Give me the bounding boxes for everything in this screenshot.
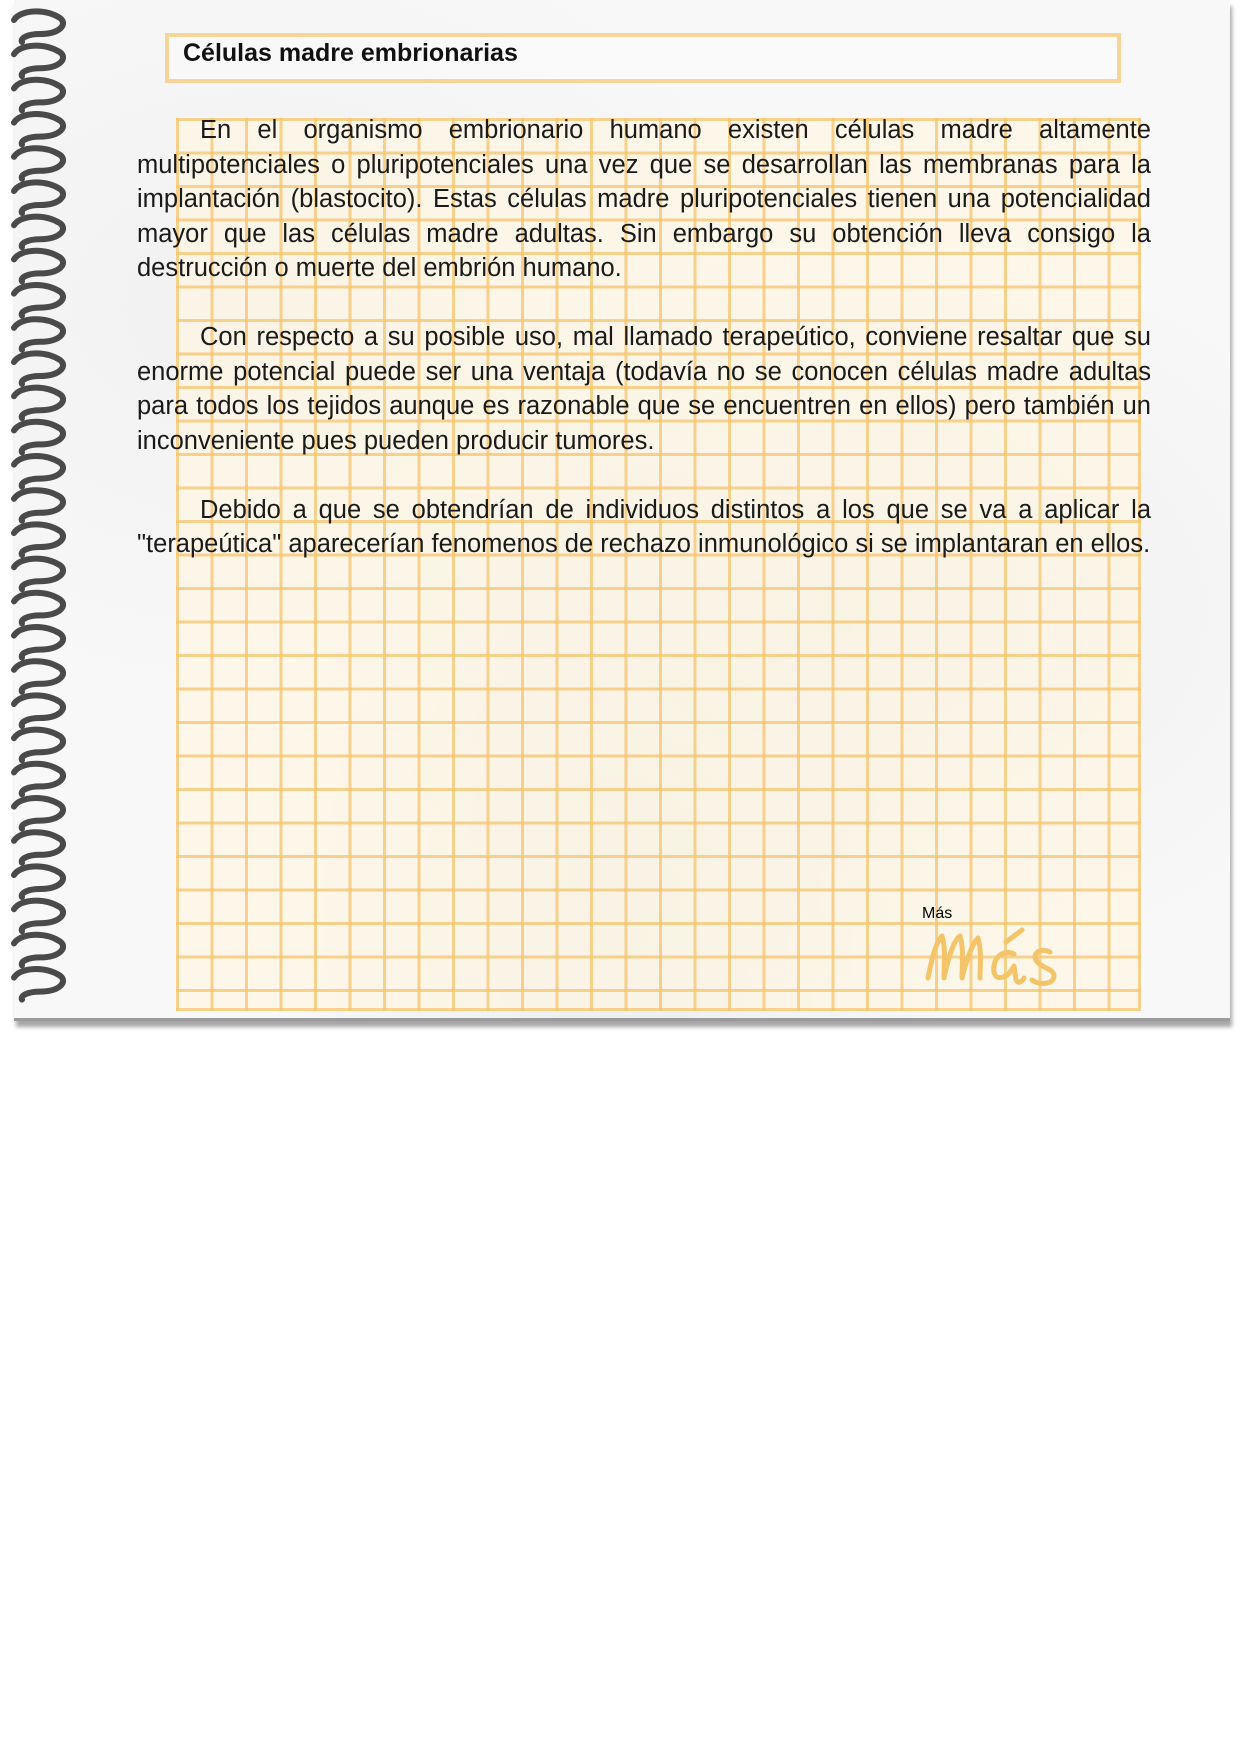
spiral-binding-icon [0, 0, 80, 1030]
spiral-coil [14, 114, 63, 145]
spiral-coil [14, 798, 63, 829]
spiral-coil [14, 627, 63, 658]
spiral-coil [14, 593, 63, 624]
spiral-coil [14, 832, 63, 863]
more-link-label: Más [922, 905, 953, 922]
spiral-coil [14, 661, 63, 692]
spiral-coil [14, 11, 63, 42]
spiral-coil [14, 695, 63, 726]
spiral-coil [14, 80, 63, 111]
spiral-coil [14, 935, 63, 966]
spiral-coil [14, 353, 63, 384]
title-box [165, 33, 1121, 83]
spiral-coil [14, 46, 63, 77]
more-link[interactable] [922, 905, 1072, 998]
body-text [137, 113, 1151, 596]
spiral-coil [14, 969, 63, 1000]
spiral-coil [14, 422, 63, 453]
paragraph-3: Debido a que se obtendrían de individuos distintos a los que se va a aplicar la "terapeútica" aparecerían fenomenos de rechazo inmunológico si se implantaran en ellos. [137, 495, 1151, 558]
spiral-coil [14, 217, 63, 248]
spiral-coil [14, 764, 63, 795]
spiral-coil [14, 901, 63, 932]
spiral-coil [14, 319, 63, 350]
spiral-coil [14, 251, 63, 282]
spiral-coil [14, 388, 63, 419]
spiral-coil [14, 559, 63, 590]
spiral-coil [14, 730, 63, 761]
spiral-coil [14, 456, 63, 487]
spiral-coil [14, 866, 63, 897]
spiral-coil [14, 490, 63, 521]
spiral-coil [14, 182, 63, 213]
paragraph-1: En el organismo embrionario humano existen células madre altamente multipotenciales o pluripotenciales una vez que se desarrollan las membranas para la implantación (blastocito). Estas células madre pluripotenciales tienen una potencialidad mayor que las células madre adultas. Sin embargo su obtención lleva consigo la destrucción o muerte del embrión humano. [137, 116, 1151, 282]
spiral-coil [14, 285, 63, 316]
spiral-coil [14, 524, 63, 555]
paragraph-2: Con respecto a su posible uso, mal llamado terapeútico, conviene resaltar que su enorme potencial puede ser una ventaja (todavía no se conocen células madre adultas para todos los tejidos aunque es razonable que se encuentren en ellos) pero también un inconveniente pues pueden producir tumores. [137, 323, 1151, 455]
spiral-coil [14, 148, 63, 179]
page-title: Células madre embrionarias [183, 39, 518, 67]
